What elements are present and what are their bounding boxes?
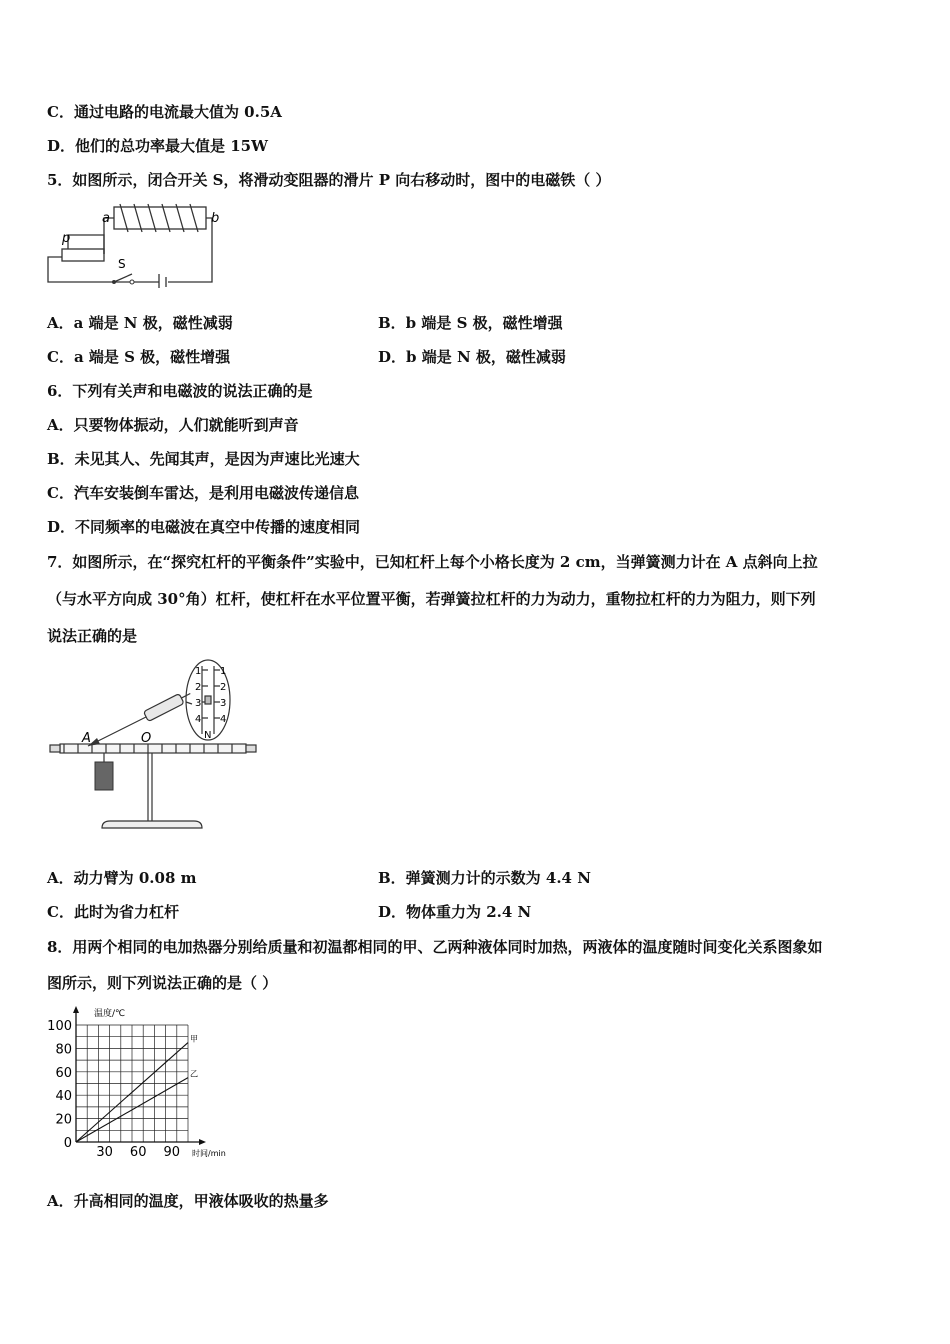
y-tick-label: 80 <box>55 1042 72 1058</box>
coil <box>120 204 198 232</box>
scale-tick-2r: 2 <box>220 682 227 693</box>
y-tick-label: 0 <box>63 1136 72 1151</box>
q6-option-b: B．未见其人、先闻其声，是因为声速比光速大 <box>47 450 360 468</box>
label-b: b <box>211 211 220 226</box>
x-tick-label: 90 <box>163 1145 181 1160</box>
stand-pole <box>148 753 152 821</box>
battery <box>159 274 166 288</box>
q5-option-d: D．b 端是 N 极，磁性减弱 <box>378 348 566 366</box>
chart-axes <box>73 1006 206 1145</box>
label-N: N <box>204 730 212 741</box>
scale-tick-1r: 1 <box>220 666 227 677</box>
scale-tick-4: 4 <box>195 714 202 725</box>
switch <box>114 274 132 282</box>
chart-grid <box>76 1025 188 1142</box>
series-jia <box>76 1035 198 1142</box>
x-tick-label: 30 <box>96 1145 113 1160</box>
scale-tick-2: 2 <box>195 682 202 693</box>
q4-option-d: D．他们的总功率最大值是 15W <box>47 137 268 155</box>
rheostat-slider <box>68 235 104 254</box>
q7-option-d: D．物体重力为 2.4 N <box>378 903 532 921</box>
q8-stem-line2: 图所示，则下列说法正确的是（ ） <box>47 974 278 992</box>
rheostat <box>62 249 104 261</box>
q5-stem: 5．如图所示，闭合开关 S，将滑动变阻器的滑片 P 向右移动时，图中的电磁铁（ ） <box>47 171 611 189</box>
y-tick-label: 60 <box>55 1065 72 1081</box>
stand-base <box>102 821 202 828</box>
scale-tick-4r: 4 <box>220 714 227 725</box>
scale-tick-1: 1 <box>195 666 202 677</box>
q7-lever-diagram <box>44 656 259 836</box>
q5-option-c: C．a 端是 S 极，磁性增强 <box>47 348 231 366</box>
q8-option-a: A．升高相同的温度，甲液体吸收的热量多 <box>47 1192 329 1210</box>
q7-option-c: C．此时为省力杠杆 <box>47 903 179 921</box>
y-axis-label: 温度/℃ <box>94 1009 126 1019</box>
x-axis-arrow <box>199 1139 206 1145</box>
q6-option-c: C．汽车安装倒车雷达，是利用电磁波传递信息 <box>47 484 359 502</box>
x-axis-label: 时间/min <box>192 1149 226 1158</box>
series-label: 乙 <box>190 1069 198 1079</box>
y-axis-arrow <box>73 1006 79 1013</box>
label-s: S <box>118 257 126 271</box>
series-label: 甲 <box>190 1034 198 1044</box>
spring-scale <box>143 694 184 722</box>
label-p: p <box>62 231 71 246</box>
q8-stem-line1: 8．用两个相同的电加热器分别给质量和初温都相同的甲、乙两种液体同时加热，两液体的温度随时间变化关系图象如 <box>47 938 823 956</box>
scale-tick-3: 3 <box>195 698 202 709</box>
label-O: O <box>141 731 152 746</box>
scale-pointer <box>205 696 211 704</box>
label-a: a <box>102 211 110 226</box>
q6-option-a: A．只要物体振动，人们就能听到声音 <box>47 416 299 434</box>
label-A: A <box>82 731 91 746</box>
q8-temperature-chart <box>42 1002 248 1160</box>
q7-option-b: B．弹簧测力计的示数为 4.4 N <box>378 869 591 887</box>
q4-option-c: C．通过电路的电流最大值为 0.5A <box>47 103 282 121</box>
q5-option-b: B．b 端是 S 极，磁性增强 <box>378 314 563 332</box>
q7-option-a: A．动力臂为 0.08 m <box>47 869 197 887</box>
y-tick-label: 20 <box>55 1112 72 1128</box>
series-yi <box>76 1070 198 1142</box>
q7-stem-line3: 说法正确的是 <box>47 627 138 645</box>
zoom-connector <box>186 702 192 704</box>
y-tick-label: 100 <box>47 1019 72 1034</box>
x-tick-label: 60 <box>129 1145 147 1160</box>
q7-stem-line1: 7．如图所示，在“探究杠杆的平衡条件”实验中，已知杠杆上每个小格长度为 2 cm，当弹簧测力计在 A 点斜向上拉 <box>47 553 818 571</box>
q5-circuit-diagram <box>44 202 224 288</box>
q6-stem: 6．下列有关声和电磁波的说法正确的是 <box>47 382 313 400</box>
q5-option-a: A．a 端是 N 极，磁性减弱 <box>47 314 233 332</box>
q7-stem-line2: （与水平方向成 30°角）杠杆，使杠杆在水平位置平衡，若弹簧拉杠杆的力为动力，重物拉杠杆的力为阻力，则下列 <box>47 590 816 608</box>
q6-option-d: D．不同频率的电磁波在真空中传播的速度相同 <box>47 518 361 536</box>
y-tick-label: 40 <box>55 1089 72 1105</box>
circuit-wire <box>48 218 212 282</box>
hanging-weight <box>95 762 113 790</box>
scale-tick-3r: 3 <box>220 698 227 709</box>
